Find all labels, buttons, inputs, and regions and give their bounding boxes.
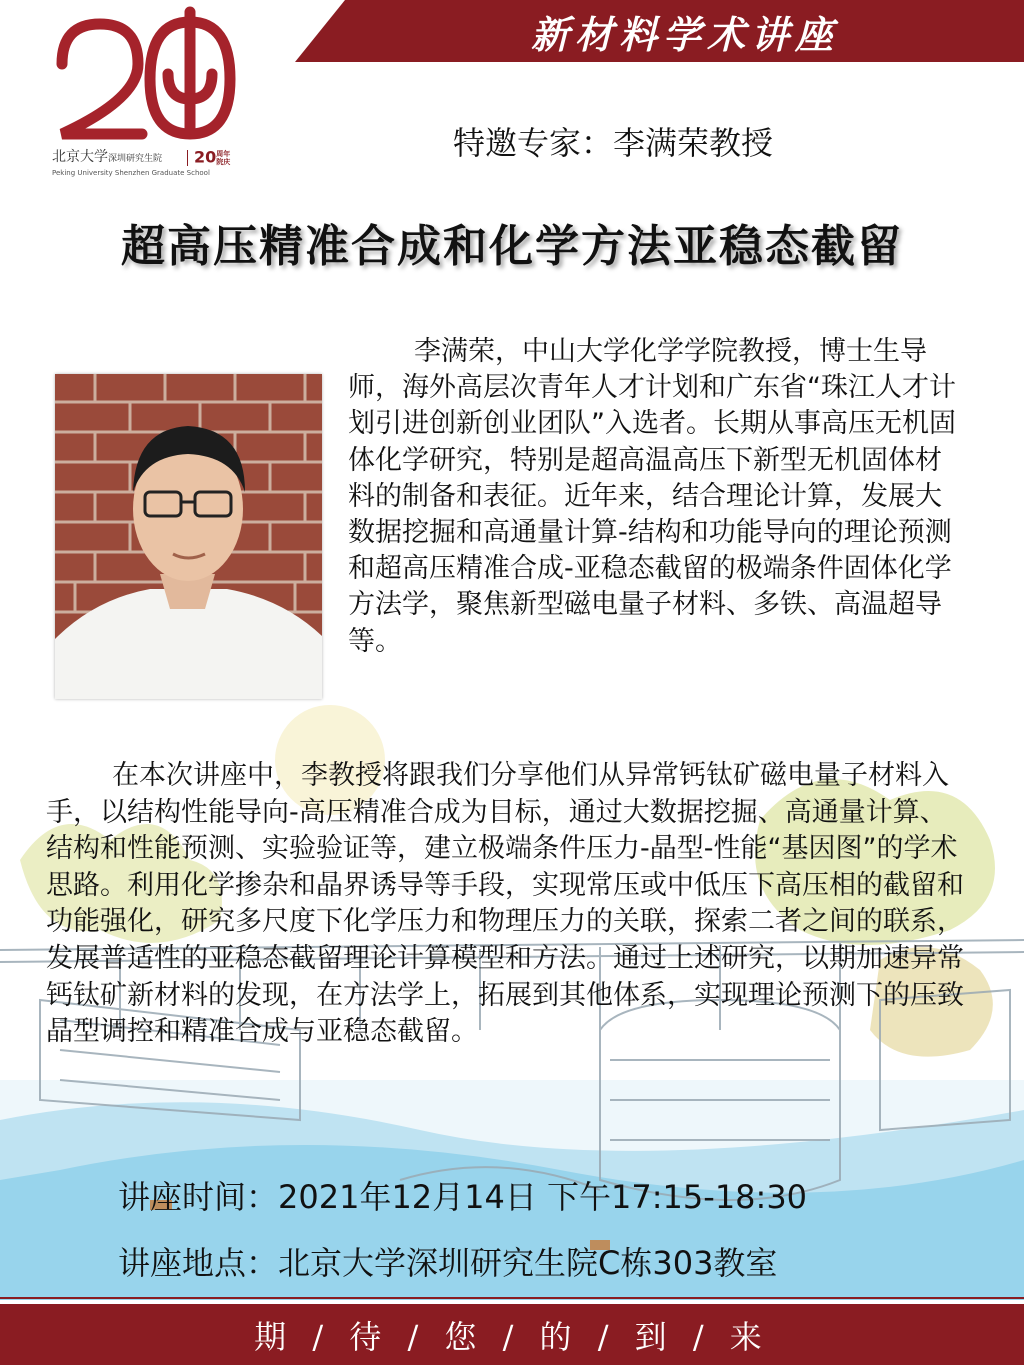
banner-title: 新材料学术讲座 — [530, 12, 839, 57]
speaker-photo — [55, 374, 322, 699]
logo-school-en: Peking University Shenzhen Graduate School — [52, 169, 210, 177]
invited-speaker: 特邀专家：李满荣教授 — [453, 124, 774, 162]
lecture-time: 讲座时间：2021年12月14日 下午17:15-18:30 — [118, 1178, 808, 1216]
lecture-abstract: 在本次讲座中，李教授将跟我们分享他们从异常钙钛矿磁电量子材料入手，以结构性能导向-高压精准合成为目标，通过大数据挖掘、高通量计算、结构和性能预测、实验验证等，建立极端条件压力-晶型-性能“基因图”的学术思路。利用化学掺杂和晶界诱导等手段，实现常压或中低压下高压相的截留和功能强化，研究多尺度下化学压力和物理压力的关联，探索二者之间的联系，发展普适性的亚稳态截留理论计算模型和方法。通过上述研究，以期加速异常钙钛矿新材料的发现，在方法学上，拓展到其他体系，实现理论预测下的压致晶型调控和精准合成与亚稳态截留。 — [46, 760, 964, 1048]
speaker-bio: 李满荣，中山大学化学学院教授，博士生导师，海外高层次青年人才计划和广东省“珠江人才计划引进创新创业团队”入选者。长期从事高压无机固体化学研究，特别是超高温高压下新型无机固体材料的制备和表征。近年来，结合理论计算，发展大数据挖掘和高通量计算-结构和功能导向的理论预测和超高压精准合成-亚稳态截留的极端条件固体化学方法学，聚焦新型磁电量子材料、多铁、高温超导等。 — [348, 336, 956, 657]
closing-message: 期 / 待 / 您 / 的 / 到 / 来 — [254, 1317, 770, 1356]
logo-school-cn: 深圳研究生院 — [108, 154, 163, 164]
lecture-place: 讲座地点：北京大学深圳研究生院C栋303教室 — [118, 1244, 778, 1282]
logo-university-cn: 北京大学 — [52, 149, 108, 165]
lecture-title: 超高压精准合成和化学方法亚稳态截留 — [121, 221, 903, 272]
anniversary-badge — [187, 147, 232, 167]
logo-caption — [52, 147, 252, 180]
footer-band — [0, 1304, 1024, 1365]
anniversary-text: 周年院庆 — [216, 150, 231, 166]
anniversary-number: 20 — [194, 147, 217, 167]
footer-divider — [0, 1297, 1024, 1299]
